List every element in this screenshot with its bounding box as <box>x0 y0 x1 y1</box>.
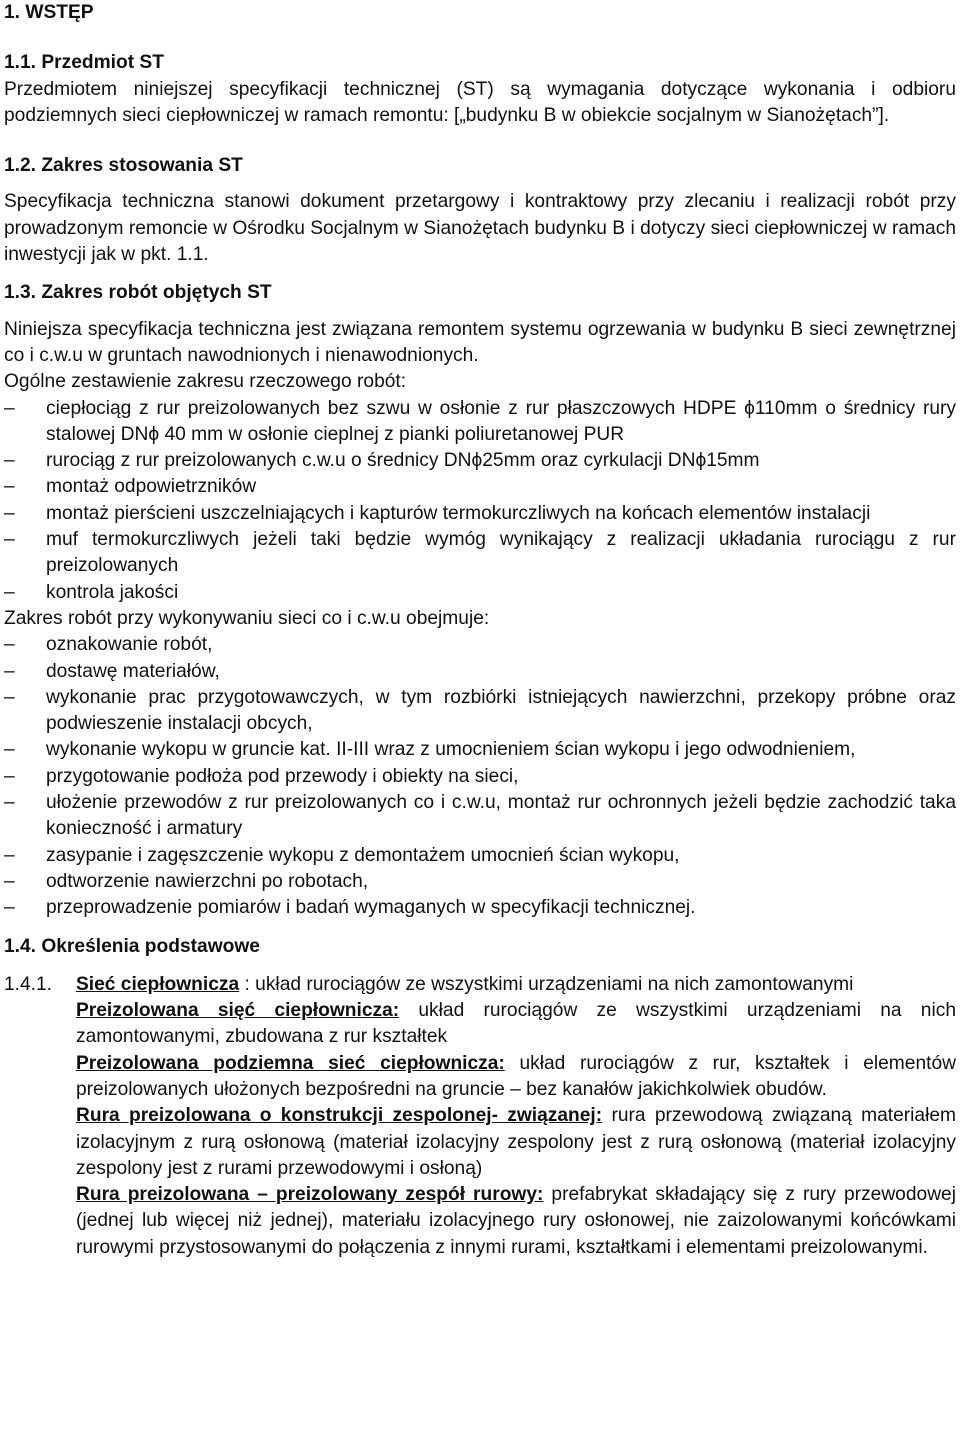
definition-item <box>76 1182 956 1261</box>
list-item <box>4 869 956 895</box>
definition-text: układ rurociągów z rur, kształtek i elementów preizolowanych ułożonych bezpośredni na gruncie – bez kanałów jakichkolwiek obudów. <box>76 1052 956 1100</box>
dash-bullet: – <box>4 844 15 866</box>
dash-bullet: – <box>4 634 15 656</box>
list-item-text: rurociąg z rur preizolowanych c.w.u o średnicy DNϕ25mm oraz cyrkulacji DNϕ15mm <box>46 450 760 472</box>
section-1-3-intro: Niniejsza specyfikacja techniczna jest związana remontem systemu ogrzewania w budynku B sieci zewnętrznej co i c.w.u w gruntach nawodnionych i nienawodnionych. <box>4 318 956 366</box>
dash-bullet: – <box>4 529 15 551</box>
section-1-4-heading: 1.4. Określenia podstawowe <box>4 935 260 957</box>
list-item <box>4 501 956 527</box>
works-scope-label: Zakres robót przy wykonywaniu sieci co i c.w.u obejmuje: <box>4 607 490 629</box>
definition-term: Preizolowana sięć ciepłownicza: <box>76 1000 400 1022</box>
definition-item <box>76 998 956 1051</box>
list-item <box>4 737 956 763</box>
dash-bullet: – <box>4 476 15 498</box>
dash-bullet: – <box>4 450 15 472</box>
dash-bullet: – <box>4 765 15 787</box>
list-item <box>4 580 956 606</box>
definition-text: : układ rurociągów ze wszystkimi urządzeniami na nich zamontowanymi <box>239 973 854 995</box>
spacer <box>4 26 956 50</box>
section-1-2-text: Specyfikacja techniczna stanowi dokument przetargowy i kontraktowy przy zlecaniu i realizacji robót przy prowadzonym remoncie w Ośrodku Socjalnym w Sianożętach budynku B i dotyczy sieci ciepłowniczej w ramach inwestycji jak w pkt. 1.1. <box>4 191 956 266</box>
definition-term: Rura preizolowana – preizolowany zespół rurowy: <box>76 1184 544 1206</box>
list-item <box>4 474 956 500</box>
definition-text: układ rurociągów ze wszystkimi urządzeniami na nich zamontowanymi, zbudowana z rur kształtek <box>76 1000 956 1048</box>
definitions-block <box>4 972 956 1261</box>
definition-term: Rura preizolowana o konstrukcji zespolonej- związanej: <box>76 1105 603 1127</box>
spacer <box>4 960 956 972</box>
list-item-text: ciepłociąg z rur preizolowanych bez szwu w osłonie z rur płaszczowych HDPE ϕ110mm o średnicy rury stalowej DNϕ 40 mm w osłonie cieplnej z pianki poliuretanowej PUR <box>46 397 956 445</box>
dash-bullet: – <box>4 686 15 708</box>
works-scope-list <box>4 632 956 921</box>
list-item-text: montaż odpowietrzników <box>46 476 257 498</box>
section-1-1-text: Przedmiotem niniejszej specyfikacji technicznej (ST) są wymagania dotyczące wykonania i odbioru podziemnych sieci ciepłowniczej w ramach remontu: [„budynku B w obiekcie socjalnym w Sianożętach”]. <box>4 78 956 126</box>
list-item <box>4 632 956 658</box>
definition-text: rura przewodową związaną materiałem izolacyjnym z rurą osłonową (materiał izolacyjny zespolony jest z rurą osłonową (materiał izolacyjny zespolony jest z rurami przewodowymi i osłoną) <box>76 1105 957 1179</box>
dash-bullet: – <box>4 581 15 603</box>
list-item-text: przygotowanie podłoża pod przewody i obiekty na sieci, <box>46 765 519 787</box>
spacer <box>4 179 956 189</box>
spacer <box>4 129 956 153</box>
list-item-text: wykonanie prac przygotowawczych, w tym rozbiórki istniejących nawierzchni, przekopy próbne oraz podwieszenie instalacji obcych, <box>46 686 956 735</box>
general-scope-list <box>4 396 956 606</box>
definition-item <box>76 972 956 998</box>
spacer <box>4 307 956 317</box>
list-item <box>4 448 956 474</box>
dash-bullet: – <box>4 870 15 892</box>
list-item <box>4 764 956 790</box>
definition-term: Preizolowana podziemna sieć ciepłownicza: <box>76 1052 505 1074</box>
definition-number: 1.4.1. <box>4 973 53 995</box>
list-item-text: dostawę materiałów, <box>46 660 220 682</box>
list-item-text: ułożenie przewodów z rur preizolowanych co i c.w.u, montaż rur ochronnych jeżeli będzie zachodzić taka konieczność i armatury <box>46 792 956 840</box>
dash-bullet: – <box>4 792 15 814</box>
list-item-text: zasypanie i zagęszczenie wykopu z demontażem umocnień ścian wykopu, <box>46 844 680 866</box>
list-item <box>4 685 956 738</box>
dash-bullet: – <box>4 502 15 524</box>
list-item-text: kontrola jakości <box>46 581 179 603</box>
dash-bullet: – <box>4 660 15 682</box>
definition-item <box>76 1051 956 1104</box>
general-scope-label: Ogólne zestawienie zakresu rzeczowego robót: <box>4 371 407 393</box>
list-item <box>4 843 956 869</box>
dash-bullet: – <box>4 897 15 919</box>
spacer <box>4 268 956 280</box>
list-item <box>4 790 956 843</box>
list-item <box>4 895 956 921</box>
section-1-3-heading: 1.3. Zakres robót objętych ST <box>4 282 272 304</box>
list-item-text: oznakowanie robót, <box>46 634 213 656</box>
list-item <box>4 659 956 685</box>
list-item-text: montaż pierścieni uszczelniających i kapturów termokurczliwych na końcach elementów instalacji <box>46 502 871 524</box>
definition-term: Sieć ciepłownicza <box>76 973 240 995</box>
dash-bullet: – <box>4 739 15 761</box>
list-item-text: muf termokurczliwych jeżeli taki będzie wymóg wynikający z realizacji układania rurociągu z rur preizolowanych <box>46 529 956 577</box>
section-1-2-heading: 1.2. Zakres stosowania ST <box>4 155 243 177</box>
list-item <box>4 527 956 580</box>
list-item-text: odtworzenie nawierzchni po robotach, <box>46 870 369 892</box>
list-item <box>4 396 956 449</box>
dash-bullet: – <box>4 397 15 419</box>
definition-text: prefabrykat składający się z rury przewodowej (jednej lub więcej niż jednej), materiału izolacyjnego rury osłonowej, nie zaizolowanymi końcówkami rurowymi przystosowanymi do połączenia z innymi rurami, kształtkami i elementami preizolowanymi. <box>76 1184 956 1258</box>
section-1-heading: 1. WSTĘP <box>4 2 94 23</box>
list-item-text: przeprowadzenie pomiarów i badań wymaganych w specyfikacji technicznej. <box>46 897 696 919</box>
definitions-list <box>76 972 956 1261</box>
section-1-1-heading: 1.1. Przedmiot ST <box>4 52 164 74</box>
definition-item <box>76 1103 956 1182</box>
list-item-text: wykonanie wykopu w gruncie kat. II-III wraz z umocnieniem ścian wykopu i jego odwodnieniem, <box>46 739 856 761</box>
spacer <box>4 922 956 934</box>
